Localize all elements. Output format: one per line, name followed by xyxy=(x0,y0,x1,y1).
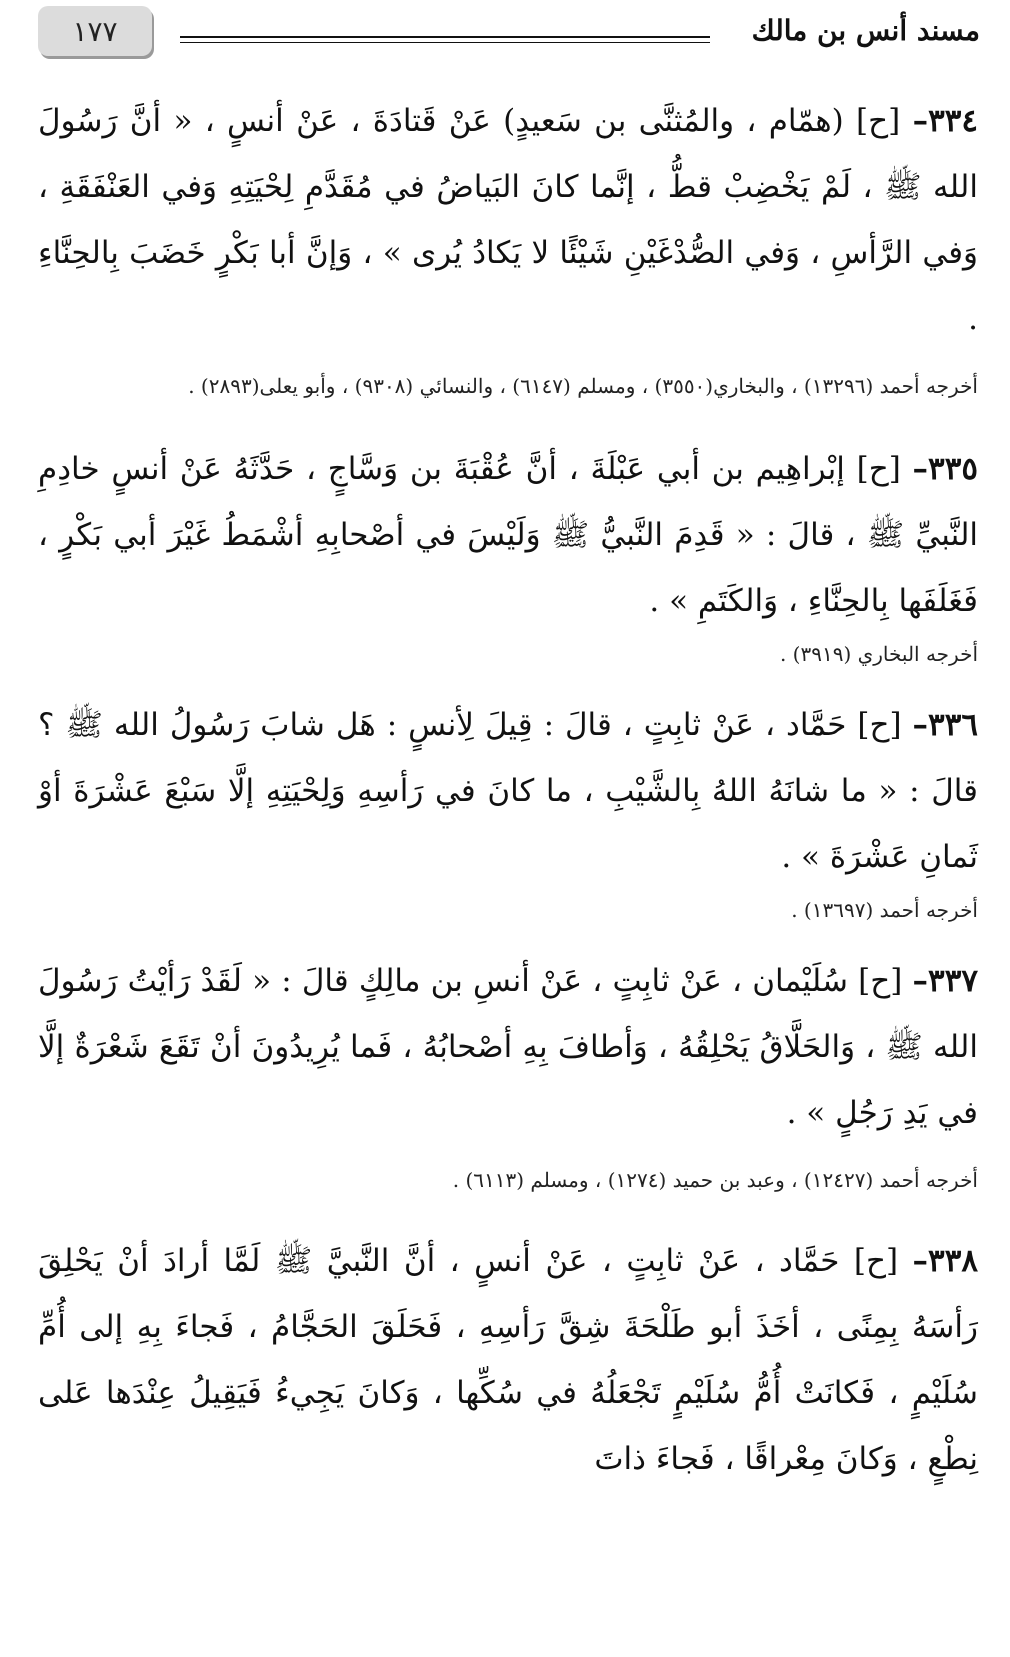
page-body xyxy=(38,88,978,1492)
hadith-number: ٣٣٨– xyxy=(912,1243,978,1279)
takhrij-note: أخرجه البخاري (٣٩١٩) . xyxy=(779,642,978,666)
hadith-number: ٣٣٦– xyxy=(912,707,978,743)
hadith-text: [ح] حَمَّاد ، عَنْ ثابِتٍ ، عَنْ أنسٍ ، أنَّ النَّبيَّ ﷺ لَمَّا أرادَ أنْ يَحْلِقَ رَأسَهُ بِمِنًى ، أخَذَ أبو طَلْحَةَ شِقَّ رَأسِهِ ، فَحَلَقَ الحَجَّامُ ، فَجاءَ بِهِ إلى أُمِّ سُلَيْمٍ ، فَكانَتْ أُمُّ سُلَيْمٍ تَجْعَلُهُ في سُكِّها ، وَكانَ يَجِيءُ فَيَقِيلُ عِنْدَها عَلى نِطْعٍ ، وَكانَ مِعْراقًا ، فَجاءَ ذاتَ xyxy=(38,1243,978,1477)
page-number: ١٧٧ xyxy=(38,6,152,56)
hadith-number: ٣٣٥– xyxy=(912,451,978,487)
takhrij-note: أخرجه أحمد (١٣٦٩٧) . xyxy=(791,898,978,922)
hadith-paragraph xyxy=(38,88,978,352)
hadith-paragraph xyxy=(38,436,978,634)
takhrij-note: أخرجه أحمد (١٣٢٩٦) ، والبخاري(٣٥٥٠) ، ومسلم (٦١٤٧) ، والنسائي (٩٣٠٨) ، وأبو يعلى(٢٨٩٣) . xyxy=(188,374,978,398)
takhrij-note: أخرجه أحمد (١٢٤٢٧) ، وعبد بن حميد (١٢٧٤) ، ومسلم (٦١١٣) . xyxy=(452,1168,978,1192)
book-title: مسند أنس بن مالك xyxy=(751,14,980,47)
header-rule xyxy=(180,36,710,38)
page-header xyxy=(0,0,1010,70)
hadith-number: ٣٣٤– xyxy=(912,103,979,139)
hadith-paragraph xyxy=(38,692,978,890)
hadith-text: [ح] حَمَّاد ، عَنْ ثابِتٍ ، قالَ : قِيلَ لِأنسٍ : هَل شابَ رَسُولُ الله ﷺ ؟ قالَ : « ما شانَهُ اللهُ بِالشَّيْبِ ، ما كانَ في رَأسِهِ وَلِحْيَتِهِ إلَّا سَبْعَ عَشْرَةَ أوْ ثَمانِ عَشْرَةَ » . xyxy=(38,707,978,875)
hadith-paragraph xyxy=(38,1228,978,1492)
hadith-text: [ح] (همّام ، والمُثنَّى بن سَعيدٍ) عَنْ قَتادَةَ ، عَنْ أنسٍ ، « أنَّ رَسُولَ الله ﷺ ، لَمْ يَخْضِبْ قطُّ ، إنَّما كانَ البَياضُ في مُقَدَّمِ لِحْيَتِهِ وَفي العَنْفَقَةِ ، وَفي الرَّأسِ ، وَفي الصُّدْغَيْنِ شَيْئًا لا يَكادُ يُرى » ، وَإنَّ أبا بَكْرٍ خَضَبَ بِالحِنَّاءِ . xyxy=(38,103,978,337)
hadith-number: ٣٣٧– xyxy=(912,963,978,999)
hadith-text: [ح] سُلَيْمان ، عَنْ ثابِتٍ ، عَنْ أنسِ بن مالِكٍ قالَ : « لَقَدْ رَأيْتُ رَسُولَ الله ﷺ ، وَالحَلَّاقُ يَحْلِقُهُ ، وَأطافَ بِهِ أصْحابُهُ ، فَما يُرِيدُونَ أنْ تَقَعَ شَعْرَةٌ إلَّا في يَدِ رَجُلٍ » . xyxy=(38,963,978,1131)
hadith-paragraph xyxy=(38,948,978,1146)
header-rule-thin xyxy=(180,42,710,43)
hadith-text: [ح] إبْراهِيم بن أبي عَبْلَةَ ، أنَّ عُقْبَةَ بن وَسَّاجٍ ، حَدَّثَهُ عَنْ أنسٍ خادِمِ النَّبيِّ ﷺ ، قالَ : « قَدِمَ النَّبيُّ ﷺ وَلَيْسَ في أصْحابِهِ أشْمَطُ غَيْرَ أبي بَكْرٍ ، فَغَلَفَها بِالحِنَّاءِ ، وَالكَتَمِ » . xyxy=(38,451,978,619)
